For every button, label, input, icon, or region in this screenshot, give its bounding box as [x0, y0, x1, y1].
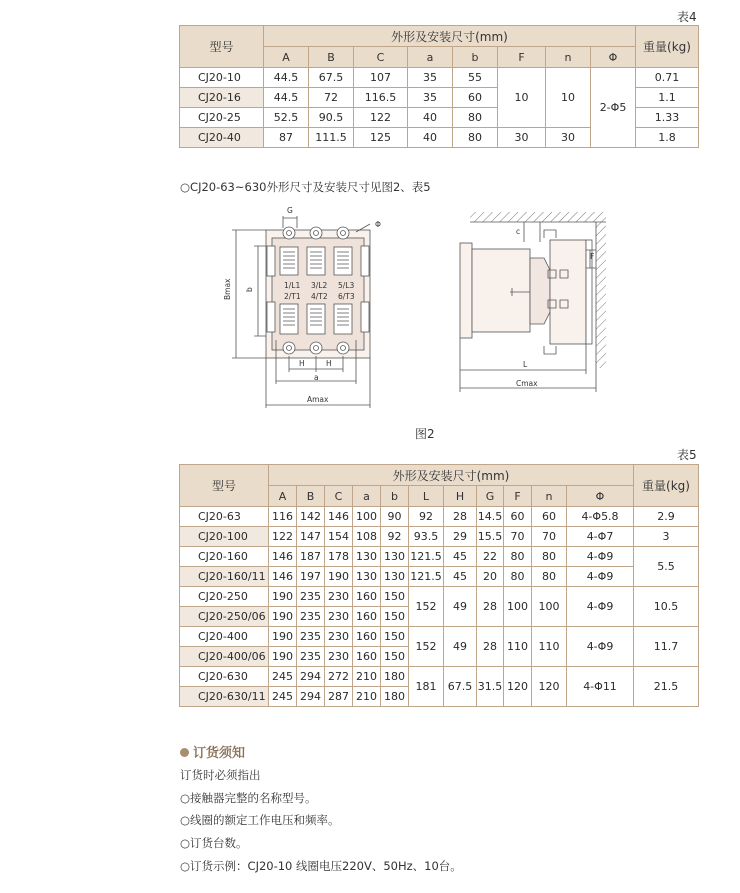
t5-cell: 190 — [269, 587, 297, 607]
t5-cell: 28 — [444, 507, 477, 527]
t5-cell: 210 — [353, 687, 381, 707]
t5-cell: 28 — [477, 587, 504, 627]
t5-cell: 150 — [381, 647, 409, 667]
t4-col-a: a — [408, 47, 453, 68]
mount-wall-hatch — [596, 222, 606, 368]
side-base — [550, 240, 586, 344]
order-item: ○订货示例：CJ20-10 线圈电压220V、50Hz、10台。 — [180, 859, 462, 873]
t5-cell: 294 — [297, 667, 325, 687]
t5-cell: 142 — [297, 507, 325, 527]
t5-cell: 160 — [353, 647, 381, 667]
t4-phi: 2-Φ5 — [591, 68, 636, 148]
t5-cell: 31.5 — [477, 667, 504, 707]
t5-col-L: L — [409, 486, 444, 507]
t5-cell: 235 — [297, 607, 325, 627]
label-l3: 5/L3 — [338, 281, 355, 290]
figure-caption: 图2 — [415, 427, 435, 441]
t4-col-A: A — [264, 47, 309, 68]
t4-cell: 107 — [354, 68, 408, 88]
t5-cell: 245 — [269, 687, 297, 707]
t4-cell: 60 — [453, 88, 498, 108]
t5-cell: 154 — [325, 527, 353, 547]
t4-cell: 44.5 — [264, 68, 309, 88]
order-title-text: 订货须知 — [193, 746, 246, 761]
t5-cell: 92 — [409, 507, 444, 527]
t5-cell: 235 — [297, 647, 325, 667]
table-row — [180, 527, 699, 547]
label-phi: Φ — [375, 220, 381, 229]
t5-cell: 90 — [381, 507, 409, 527]
t5-cell: 28 — [477, 627, 504, 667]
t5-dims-header: 外形及安装尺寸(mm) — [269, 465, 634, 486]
t4-cell: 67.5 — [309, 68, 354, 88]
order-item: ○订货台数。 — [180, 836, 248, 850]
t4-col-b: b — [453, 47, 498, 68]
side-coil-plate — [460, 243, 472, 338]
t5-cell: 190 — [269, 607, 297, 627]
figure-intro: ○CJ20-63~630外形尺寸及安装尺寸见图2、表5 — [180, 180, 431, 194]
t5-cell: 146 — [269, 567, 297, 587]
t5-cell: 150 — [381, 627, 409, 647]
t5-weight: 2.9 — [634, 507, 699, 527]
table4-label: 表4 — [677, 10, 697, 24]
t4-cell: 125 — [354, 128, 408, 148]
t5-cell: 67.5 — [444, 667, 477, 707]
bottom-terminals — [283, 342, 349, 354]
dim-g — [283, 216, 297, 228]
t5-weight: 21.5 — [634, 667, 699, 707]
t5-cell: 190 — [325, 567, 353, 587]
table-row — [180, 547, 699, 567]
t5-col-b: b — [381, 486, 409, 507]
t4-cell: 35 — [408, 88, 453, 108]
t5-col-G: G — [477, 486, 504, 507]
t4-col-n: n — [546, 47, 591, 68]
t5-cell: 4-Φ9 — [567, 567, 634, 587]
label-l1: 1/L1 — [284, 281, 301, 290]
mount-top-hatch — [470, 212, 606, 222]
t5-model: CJ20-160 — [180, 547, 269, 567]
t4-cell: 87 — [264, 128, 309, 148]
table-row — [180, 667, 699, 687]
t4-cell: 90.5 — [309, 108, 354, 128]
order-title — [180, 742, 245, 761]
t5-cell: 60 — [532, 507, 567, 527]
t5-model: CJ20-250/06 — [180, 607, 269, 627]
t4-model: CJ20-40 — [180, 128, 264, 148]
t5-cell: 100 — [532, 587, 567, 627]
t5-model: CJ20-400 — [180, 627, 269, 647]
aux-left-upper — [267, 246, 275, 276]
t5-cell: 29 — [444, 527, 477, 547]
t5-cell: 4-Φ5.8 — [567, 507, 634, 527]
t5-cell: 147 — [297, 527, 325, 547]
label-t3: 6/T3 — [338, 292, 355, 301]
t4-cell: 72 — [309, 88, 354, 108]
t4-cell: 55 — [453, 68, 498, 88]
label-t1: 2/T1 — [284, 292, 301, 301]
t5-cell: 15.5 — [477, 527, 504, 547]
label-f: F — [590, 252, 595, 261]
t5-cell: 180 — [381, 687, 409, 707]
dim-c — [524, 222, 540, 242]
t5-cell: 49 — [444, 627, 477, 667]
t5-cell: 45 — [444, 567, 477, 587]
label-a: a — [314, 373, 319, 382]
t5-weight: 5.5 — [634, 547, 699, 587]
t4-f-bottom: 30 — [498, 128, 546, 148]
t5-model: CJ20-630 — [180, 667, 269, 687]
t4-f-top: 10 — [498, 68, 546, 128]
t4-col-B: B — [309, 47, 354, 68]
label-h1: H — [299, 359, 305, 368]
bullet-dot-icon — [180, 748, 189, 757]
t5-col-B: B — [297, 486, 325, 507]
label-h2: H — [326, 359, 332, 368]
t5-cell: 146 — [269, 547, 297, 567]
t5-weight-header: 重量(kg) — [634, 465, 699, 507]
t5-cell: 4-Φ9 — [567, 547, 634, 567]
t5-cell: 150 — [381, 607, 409, 627]
t5-col-phi: Φ — [567, 486, 634, 507]
label-t2: 4/T2 — [311, 292, 328, 301]
t5-cell: 178 — [325, 547, 353, 567]
dim-bmax — [232, 230, 266, 358]
t5-cell: 60 — [504, 507, 532, 527]
t5-cell: 152 — [409, 587, 444, 627]
t5-cell: 110 — [532, 627, 567, 667]
t5-cell: 230 — [325, 587, 353, 607]
t5-cell: 235 — [297, 587, 325, 607]
arc-chambers-upper — [280, 247, 352, 275]
t5-cell: 130 — [353, 567, 381, 587]
t5-cell: 230 — [325, 647, 353, 667]
label-g: G — [287, 206, 293, 215]
t5-model-header: 型号 — [180, 465, 269, 507]
t5-cell: 80 — [504, 547, 532, 567]
side-body — [472, 249, 530, 332]
t5-cell: 4-Φ9 — [567, 627, 634, 667]
t5-cell: 4-Φ11 — [567, 667, 634, 707]
t5-cell: 122 — [269, 527, 297, 547]
t4-cell: 40 — [408, 108, 453, 128]
t5-cell: 93.5 — [409, 527, 444, 547]
t5-cell: 130 — [353, 547, 381, 567]
label-bmax: Bmax — [223, 278, 232, 300]
t5-model: CJ20-400/06 — [180, 647, 269, 667]
t4-cell: 52.5 — [264, 108, 309, 128]
t5-col-n: n — [532, 486, 567, 507]
order-item: ○线圈的额定工作电压和频率。 — [180, 813, 340, 827]
t5-cell: 160 — [353, 627, 381, 647]
side-contact-block — [530, 258, 550, 324]
table5 — [179, 464, 699, 707]
t5-cell: 181 — [409, 667, 444, 707]
t5-cell: 70 — [532, 527, 567, 547]
t5-cell: 210 — [353, 667, 381, 687]
t5-cell: 100 — [504, 587, 532, 627]
t4-dims-header: 外形及安装尺寸(mm) — [264, 26, 636, 47]
t5-cell: 110 — [504, 627, 532, 667]
t5-cell: 116 — [269, 507, 297, 527]
t5-cell: 70 — [504, 527, 532, 547]
t4-cell: 116.5 — [354, 88, 408, 108]
t4-col-phi: Φ — [591, 47, 636, 68]
t5-cell: 294 — [297, 687, 325, 707]
dimension-diagram — [0, 0, 740, 440]
t4-cell: 80 — [453, 108, 498, 128]
t5-cell: 190 — [269, 627, 297, 647]
t5-cell: 100 — [353, 507, 381, 527]
t5-cell: 245 — [269, 667, 297, 687]
t5-cell: 190 — [269, 647, 297, 667]
t5-cell: 180 — [381, 667, 409, 687]
t5-cell: 272 — [325, 667, 353, 687]
table-row — [180, 567, 699, 587]
t4-model: CJ20-10 — [180, 68, 264, 88]
t4-model-header: 型号 — [180, 26, 264, 68]
t5-cell: 235 — [297, 627, 325, 647]
t5-model: CJ20-250 — [180, 587, 269, 607]
t5-cell: 197 — [297, 567, 325, 587]
t5-cell: 80 — [504, 567, 532, 587]
t4-cell: 40 — [408, 128, 453, 148]
t5-cell: 108 — [353, 527, 381, 547]
t5-weight: 11.7 — [634, 627, 699, 667]
t5-cell: 4-Φ7 — [567, 527, 634, 547]
label-b: b — [245, 287, 254, 292]
t5-model: CJ20-63 — [180, 507, 269, 527]
t5-col-A: A — [269, 486, 297, 507]
t5-cell: 287 — [325, 687, 353, 707]
t4-cell: 122 — [354, 108, 408, 128]
t4-weight: 0.71 — [636, 68, 699, 88]
t5-col-C: C — [325, 486, 353, 507]
t5-cell: 152 — [409, 627, 444, 667]
t5-cell: 80 — [532, 547, 567, 567]
t4-n-bottom: 30 — [546, 128, 591, 148]
t5-cell: 92 — [381, 527, 409, 547]
t5-cell: 120 — [532, 667, 567, 707]
table-row — [180, 587, 699, 607]
aux-right-lower — [361, 302, 369, 332]
t5-cell: 20 — [477, 567, 504, 587]
top-terminals — [283, 227, 349, 239]
t4-weight: 1.8 — [636, 128, 699, 148]
t4-weight-header: 重量(kg) — [636, 26, 699, 68]
t5-col-F: F — [504, 486, 532, 507]
t5-cell: 121.5 — [409, 547, 444, 567]
aux-right-upper — [361, 246, 369, 276]
label-l2: 3/L2 — [311, 281, 328, 290]
t4-cell: 111.5 — [309, 128, 354, 148]
label-l: L — [523, 360, 528, 369]
t4-cell: 44.5 — [264, 88, 309, 108]
t5-model: CJ20-630/11 — [180, 687, 269, 707]
t5-cell: 130 — [381, 567, 409, 587]
t5-cell: 160 — [353, 587, 381, 607]
t5-cell: 120 — [504, 667, 532, 707]
label-amax: Amax — [307, 395, 329, 404]
label-cmax: Cmax — [516, 379, 538, 388]
t5-cell: 22 — [477, 547, 504, 567]
t4-n-top: 10 — [546, 68, 591, 128]
t5-weight: 10.5 — [634, 587, 699, 627]
t5-col-H: H — [444, 486, 477, 507]
t5-cell: 187 — [297, 547, 325, 567]
t4-weight: 1.1 — [636, 88, 699, 108]
t4-col-C: C — [354, 47, 408, 68]
t5-cell: 49 — [444, 587, 477, 627]
t4-model: CJ20-16 — [180, 88, 264, 108]
t4-weight: 1.33 — [636, 108, 699, 128]
t5-cell: 230 — [325, 627, 353, 647]
t5-cell: 230 — [325, 607, 353, 627]
t5-cell: 80 — [532, 567, 567, 587]
table-row — [180, 507, 699, 527]
t5-cell: 121.5 — [409, 567, 444, 587]
t5-cell: 130 — [381, 547, 409, 567]
t5-cell: 150 — [381, 587, 409, 607]
t5-col-a: a — [353, 486, 381, 507]
t5-cell: 146 — [325, 507, 353, 527]
t5-cell: 14.5 — [477, 507, 504, 527]
dim-b — [254, 246, 266, 336]
t5-model: CJ20-160/11 — [180, 567, 269, 587]
t5-cell: 45 — [444, 547, 477, 567]
t4-col-F: F — [498, 47, 546, 68]
arc-chambers-lower — [280, 304, 352, 334]
label-c: c — [516, 227, 521, 236]
t4-cell: 35 — [408, 68, 453, 88]
table5-label: 表5 — [677, 448, 697, 462]
t4-cell: 80 — [453, 128, 498, 148]
t4-model: CJ20-25 — [180, 108, 264, 128]
aux-left-lower — [267, 302, 275, 332]
order-item: ○接触器完整的名称型号。 — [180, 791, 317, 805]
order-subtitle: 订货时必须指出 — [180, 768, 261, 782]
t5-weight: 3 — [634, 527, 699, 547]
table-row — [180, 627, 699, 647]
t5-model: CJ20-100 — [180, 527, 269, 547]
t5-cell: 160 — [353, 607, 381, 627]
t5-cell: 4-Φ9 — [567, 587, 634, 627]
